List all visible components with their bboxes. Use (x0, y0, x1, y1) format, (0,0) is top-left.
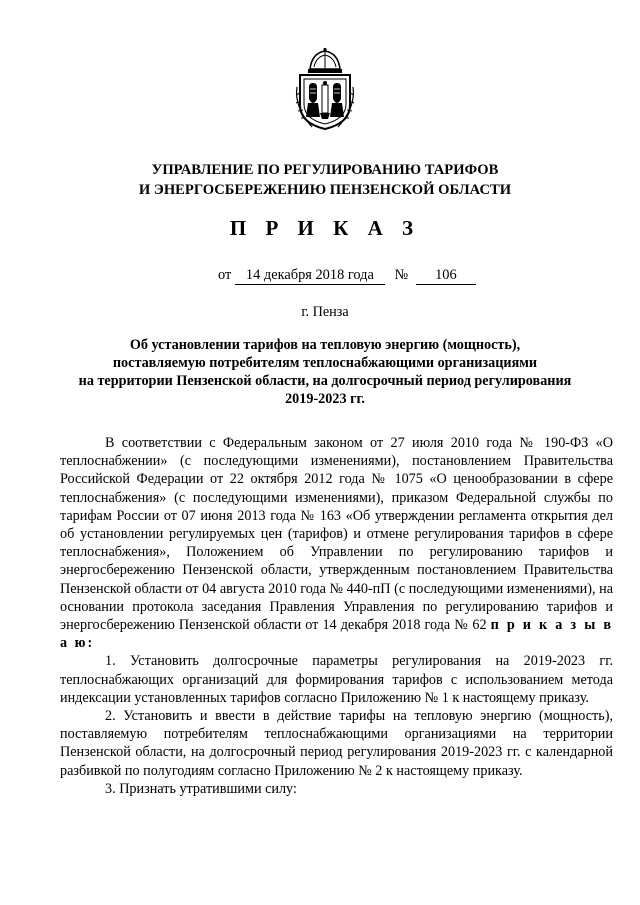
order-subject (60, 336, 590, 408)
item-paragraph-2: 2. Установить и ввести в действие тарифы на тепловую энергию (мощность), поставляемую потребителям теплоснабжающими организациями на территории Пензенской области, на долгосрочный период регулирования 2019-2023 гг. с календарной разбивкой по полугодиям согласно Приложению № 2 к настоящему приказу. (60, 708, 613, 779)
order-body (60, 434, 613, 798)
city: г. Пенза (301, 304, 349, 320)
subject-line: поставляемую потребителям теплоснабжающими организациями (112, 355, 538, 371)
department-name-line2: И ЭНЕРГОСБЕРЕЖЕНИЮ ПЕНЗЕНСКОЙ ОБЛАСТИ (138, 182, 512, 198)
order-number: 106 (416, 266, 476, 285)
date-prefix: от (218, 267, 232, 283)
document-type-title: П Р И К А З (229, 216, 421, 240)
coat-of-arms-icon (292, 47, 358, 131)
item-paragraph-3: 3. Признать утратившими силу: (105, 780, 297, 797)
department-name-line1: УПРАВЛЕНИЕ ПО РЕГУЛИРОВАНИЮ ТАРИФОВ (151, 162, 499, 178)
preamble-text: В соответствии с Федеральным законом от 27 июля 2010 года № 190-ФЗ «О теплоснабжении» (с последующими изменениями), постановлением Правительства Российской Федерации от 22 октября 2012 года № 1075 «О ценообразовании в сфере теплоснабжения» (с последующими изменениями), приказом Федеральной службы по тарифам России от 07 июня 2013 года № 163 «Об утверждении регламента открытия дел об установлении регулируемых цен (тарифов) и отмене регулирования тарифов в сфере теплоснабжения», Положением об Управлении по регулированию тарифов и энергосбережению Пензенской области, утвержденным постановлением Правительства Пензенской области от 04 августа 2010 года № 440-пП (с последующими изменениями), на основании протокола заседания Правления Управления по регулированию тарифов и энергосбережению Пензенской области от 14 декабря 2018 года № 62 (60, 435, 613, 634)
item-paragraph-1: 1. Установить долгосрочные параметры регулирования на 2019-2023 гг. теплоснабжающих организаций для формирования тарифов с использованием метода индексации установленных тарифов согласно Приложению № 1 к настоящему приказу. (60, 653, 613, 706)
subject-line: на территории Пензенской области, на долгосрочный период регулирования (78, 373, 572, 389)
order-date: 14 декабря 2018 года (235, 266, 385, 285)
decree-word: п р и к а з ы в а ю: (60, 617, 613, 652)
subject-line: 2019-2023 гг. (285, 391, 365, 407)
subject-line: Об установлении тарифов на тепловую энергию (мощность), (129, 337, 521, 353)
number-sign: № (394, 267, 409, 283)
order-date-number-line (218, 266, 478, 288)
preamble-paragraph (60, 434, 613, 652)
